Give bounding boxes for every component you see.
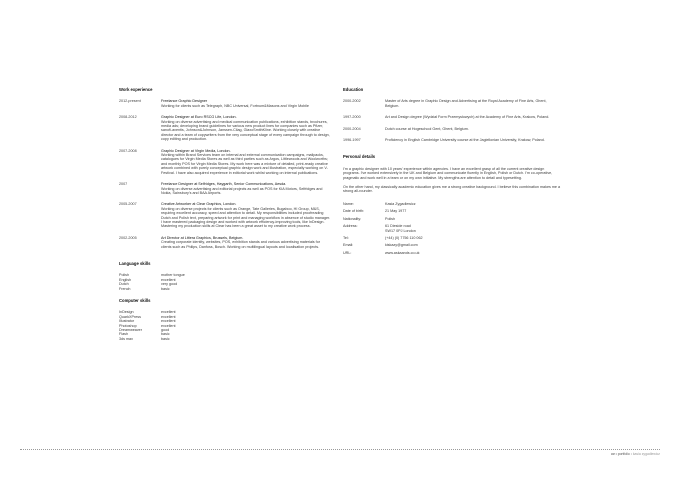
work-date: 2002-2005 [119,235,137,240]
detail-label: Nationality: [343,216,362,221]
work-date: 2008-2012 [119,115,137,120]
skill-level: excellent [161,319,176,324]
job-title: Freelance Designer at Selfridges, Haygarth, Senior Communications, Aesda. [161,182,287,187]
skill-name: English [119,277,132,282]
skill-name: 3ds max [119,336,133,341]
skill-name: Polish [119,273,130,278]
detail-row [343,202,561,206]
job-description: Working on diverse advertising and editorial projects as well as POS for KIA Motors, Selfridges and Nokia, Sainsbury's and BAA Airports. [161,186,323,195]
work-date: 2005-2007 [119,202,137,207]
work-entry [119,99,331,108]
work-experience-heading: Work experience [119,87,153,92]
detail-label: Name: [343,201,354,206]
right-column [343,88,561,255]
skill-name: InDesign [119,310,134,315]
education-description: Master of Arts degree in Graphic Design and Advertising at the Royal Academy of Fine Arts, Ghent, Belgium. [385,99,547,108]
skill-level: mother tongue [161,273,185,278]
skill-name: Photoshop [119,323,137,328]
job-title: Graphic Designer at Virgin Media, London. [161,148,231,153]
detail-value: Polish [385,216,396,221]
skill-level: basic [161,336,170,341]
website-link[interactable]: www.askaands.co.uk [385,250,420,255]
detail-value: 21 May 1977 [385,209,407,214]
skill-name: Flash [119,332,129,337]
work-date: 2012-present [119,99,141,104]
language-skills-list [119,273,331,291]
work-entry [119,182,331,195]
footer-name: • kasia zygadlewicz [630,452,660,456]
personal-details-heading: Personal details [343,154,376,160]
detail-label: Tel: [343,235,349,240]
footer-cv-link[interactable]: cv [611,452,615,456]
skill-level: basic [161,332,170,337]
job-title: Graphic Designer at Euro RSCG Life, London. [161,115,237,120]
job-description: Working on diverse projects for clients such as Orange, Tate Galleries, Bugaboo, HI Group, M&S, requiring excellent accuracy, speed and attention to detail. My responsibilities included proofreading Dutch and Polish text, preparing artwork for print and managing workflow in absence of studio manager. I have mastered packaging design and worked with artwork efficiency-improving tools, like InDesign. Mastering my production skills at Clear has been a great asset to my creative work process. [161,206,331,229]
education-description: Dutch course at Hogeschool Gent, Ghent, Belgium. [385,126,469,131]
work-entry [119,236,331,249]
education-date: 2000-2002 [343,99,361,104]
detail-value: (+44) (0) 7756 110 062 [385,235,423,240]
skill-name: Dreamweaver [119,328,142,333]
education-date: 1996-1997 [343,138,361,143]
skill-level: very good [161,282,178,287]
job-title: Creative Artworker at Clear Graphics, London. [161,202,237,207]
education-description: Art and Design degree (Wydział Form Przemysłowych) at the Academy of Fine Arts, Krakow, Poland. [385,115,550,120]
detail-value: Kasia Zygadlewicz [385,201,416,206]
education-list [343,99,561,142]
personal-fields [343,202,561,255]
education-description: Proficiency in English Cambridge University course at the Jagiellonian University, Krakow, Poland. [385,138,545,143]
detail-label: URL: [343,250,352,255]
detail-label [343,229,385,233]
footer-divider [20,449,660,450]
education-entry [343,99,561,108]
detail-value: 61 Dieside road [385,224,411,229]
skill-row [119,337,331,341]
job-description: Working within Brand Services team on internal and external communication campaigns, mailpacks, catalogues for Virgin Media Stores as well as third parties such as Argos, Littlewoods and Woolworths; and monthly POS for Virgin Media Stores. My work here was a mixture of detailed, print-ready creative artwork combined with purely conceptual graphic design work and illustration, especially working on V-Festival. I have also acquired experience in editorial work whilst working on internal publications. [161,153,328,175]
skill-name: French [119,286,131,291]
skill-name: Dutch [119,282,129,287]
detail-value: SW17 0PJ London [385,228,416,233]
footer-portfolio-link[interactable]: • portfolio [614,452,631,456]
detail-row [343,229,561,233]
skill-level: excellent [161,314,176,319]
work-entry [119,202,331,228]
detail-row [343,251,561,255]
education-entry [343,115,561,119]
detail-label: Date of birth: [343,209,365,214]
skill-level: excellent [161,277,176,282]
computer-skills-list [119,310,331,341]
education-entry [343,127,561,131]
detail-label: Address: [343,224,358,229]
education-date: 1997-2000 [343,115,361,120]
skill-level: excellent [161,310,176,315]
work-date: 2007-2008 [119,148,137,153]
skill-level: excellent [161,323,176,328]
skill-level: basic [161,286,170,291]
job-description: Working for clients such as Telegraph, NBC Universal, Fortnum&Masons and Virgin Mobile [161,103,309,108]
personal-summary: I'm a graphic designer with 10 years' experience within agencies. I have an excellent grasp of all the current creative design programs. I've worked extensively in the UK and Belgium and communicate fluently in English, Polish or Dutch. I'm co-operative, pragmatic and work well in a team or on my own initiative. My strengths are attention to detail and typesetting. [343,166,553,180]
education-entry [343,138,561,142]
detail-row [343,243,561,247]
education-heading: Education [343,87,364,92]
detail-row [343,217,561,221]
work-experience-list [119,99,331,249]
education-date: 2000-2004 [343,126,361,131]
detail-label: Email: [343,243,354,248]
email-link[interactable]: kiskazy@gmail.com [385,243,418,248]
job-title: Freelance Graphic Designer [161,99,208,104]
left-column [119,88,331,341]
work-entry [119,115,331,141]
job-description: Creating corporate identity, websites, POS, exhibition stands and various advertising materials for clients such as Philips, Danfoss, Bosch. Working on multilingual layouts and localisation projects. [161,240,320,249]
work-date: 2007 [119,182,128,187]
job-title: Art Director at Littera Graphics, Brussels, Belgium. [161,235,244,240]
job-description: Working on diverse advertising and medical communication publications, exhibition stands, brochures, media ads; developing brand guidelines for various new product lines for companies such as Pfizer, sanofi-aventis, Johnson&Johnson, Janssen-Cilag, GlaxoSmithKline. Working closely with creative director and a team of copywriters from the very conceptual stage of every campaign through to design, copy editing and production. [161,119,330,142]
footer-nav [611,452,660,456]
skill-level: good [161,328,170,333]
language-skills-heading: Language skills [119,260,151,266]
personal-summary-continued: On the other hand, my classically academic education gives me a strong creative background. I believe this combination makes me a strong all-rounder. [343,185,561,194]
detail-row [343,209,561,213]
computer-skills-heading: Computer skills [119,298,151,303]
skill-name: QuarkXPress [119,314,141,319]
detail-row [343,236,561,240]
skill-row [119,287,331,291]
work-entry [119,149,331,175]
skill-name: Illustrator [119,319,135,324]
